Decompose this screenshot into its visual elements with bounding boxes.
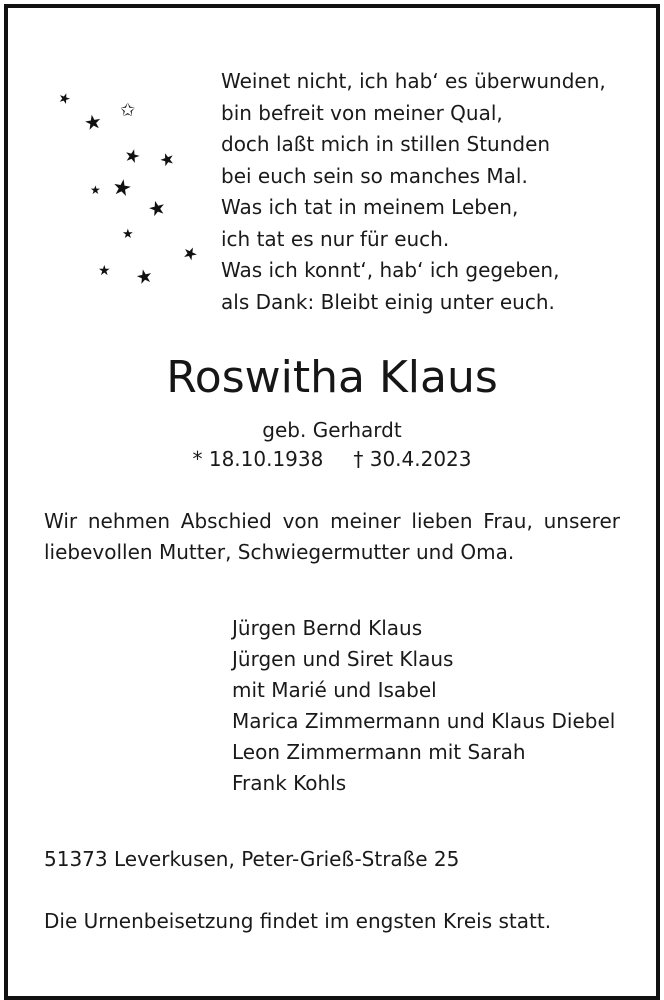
star-icon: ★ xyxy=(55,89,73,109)
poem-line: bin befreit von meiner Qual, xyxy=(221,100,503,125)
address: 51373 Leverkusen, Peter-Grieß-Straße 25 xyxy=(44,847,460,871)
star-icon: ★ xyxy=(98,263,111,279)
star-icon: ★ xyxy=(110,174,134,203)
mourner: Leon Zimmermann mit Sarah xyxy=(232,740,526,764)
star-icon: ★ xyxy=(90,183,101,197)
star-icon: ★ xyxy=(156,148,179,173)
deceased-name: Roswitha Klaus xyxy=(166,352,498,403)
burial-note: Die Urnenbeisetzung findet im engsten Kreis statt. xyxy=(44,909,552,933)
poem-line: Weinet nicht, ich hab‘ es überwunden, xyxy=(221,69,606,93)
star-icon: ★ xyxy=(82,108,104,136)
poem-line: ich tat es nur für euch. xyxy=(221,226,450,251)
poem-line: als Dank: Bleibt einig unter euch. xyxy=(221,289,555,314)
farewell-text xyxy=(44,506,620,568)
star-icon: ★ xyxy=(178,241,201,267)
mourner: Jürgen Bernd Klaus xyxy=(232,616,423,640)
poem-line: doch laßt mich in stillen Stunden xyxy=(221,132,551,156)
birth-date: * 18.10.1938 xyxy=(192,447,324,471)
stars-decoration xyxy=(50,90,210,300)
farewell-line: liebevollen Mutter, Schwiegermutter und Oma. xyxy=(44,540,515,564)
mourner: Jürgen und Siret Klaus xyxy=(232,647,454,671)
star-icon: ★ xyxy=(145,194,169,222)
star-icon: ★ xyxy=(133,264,156,290)
poem-line: Was ich konnt‘, hab‘ ich gegeben, xyxy=(221,258,560,282)
poem xyxy=(221,66,606,318)
farewell-line: Wir nehmen Abschied von meiner lieben Frau, unserer xyxy=(44,509,620,533)
mourners-list xyxy=(232,613,615,799)
life-dates xyxy=(0,446,664,472)
star-icon: ✩ xyxy=(120,100,136,121)
birth-name: geb. Gerhardt xyxy=(262,418,402,442)
star-icon: ★ xyxy=(121,144,143,169)
death-date: † 30.4.2023 xyxy=(353,447,472,471)
mourner: Marica Zimmermann und Klaus Diebel xyxy=(232,709,616,733)
mourner: mit Marié und Isabel xyxy=(232,678,437,702)
star-icon: ★ xyxy=(122,227,134,242)
poem-line: Was ich tat in meinem Leben, xyxy=(221,195,519,219)
poem-line: bei euch sein so manches Mal. xyxy=(221,163,528,188)
mourner: Frank Kohls xyxy=(232,771,347,795)
